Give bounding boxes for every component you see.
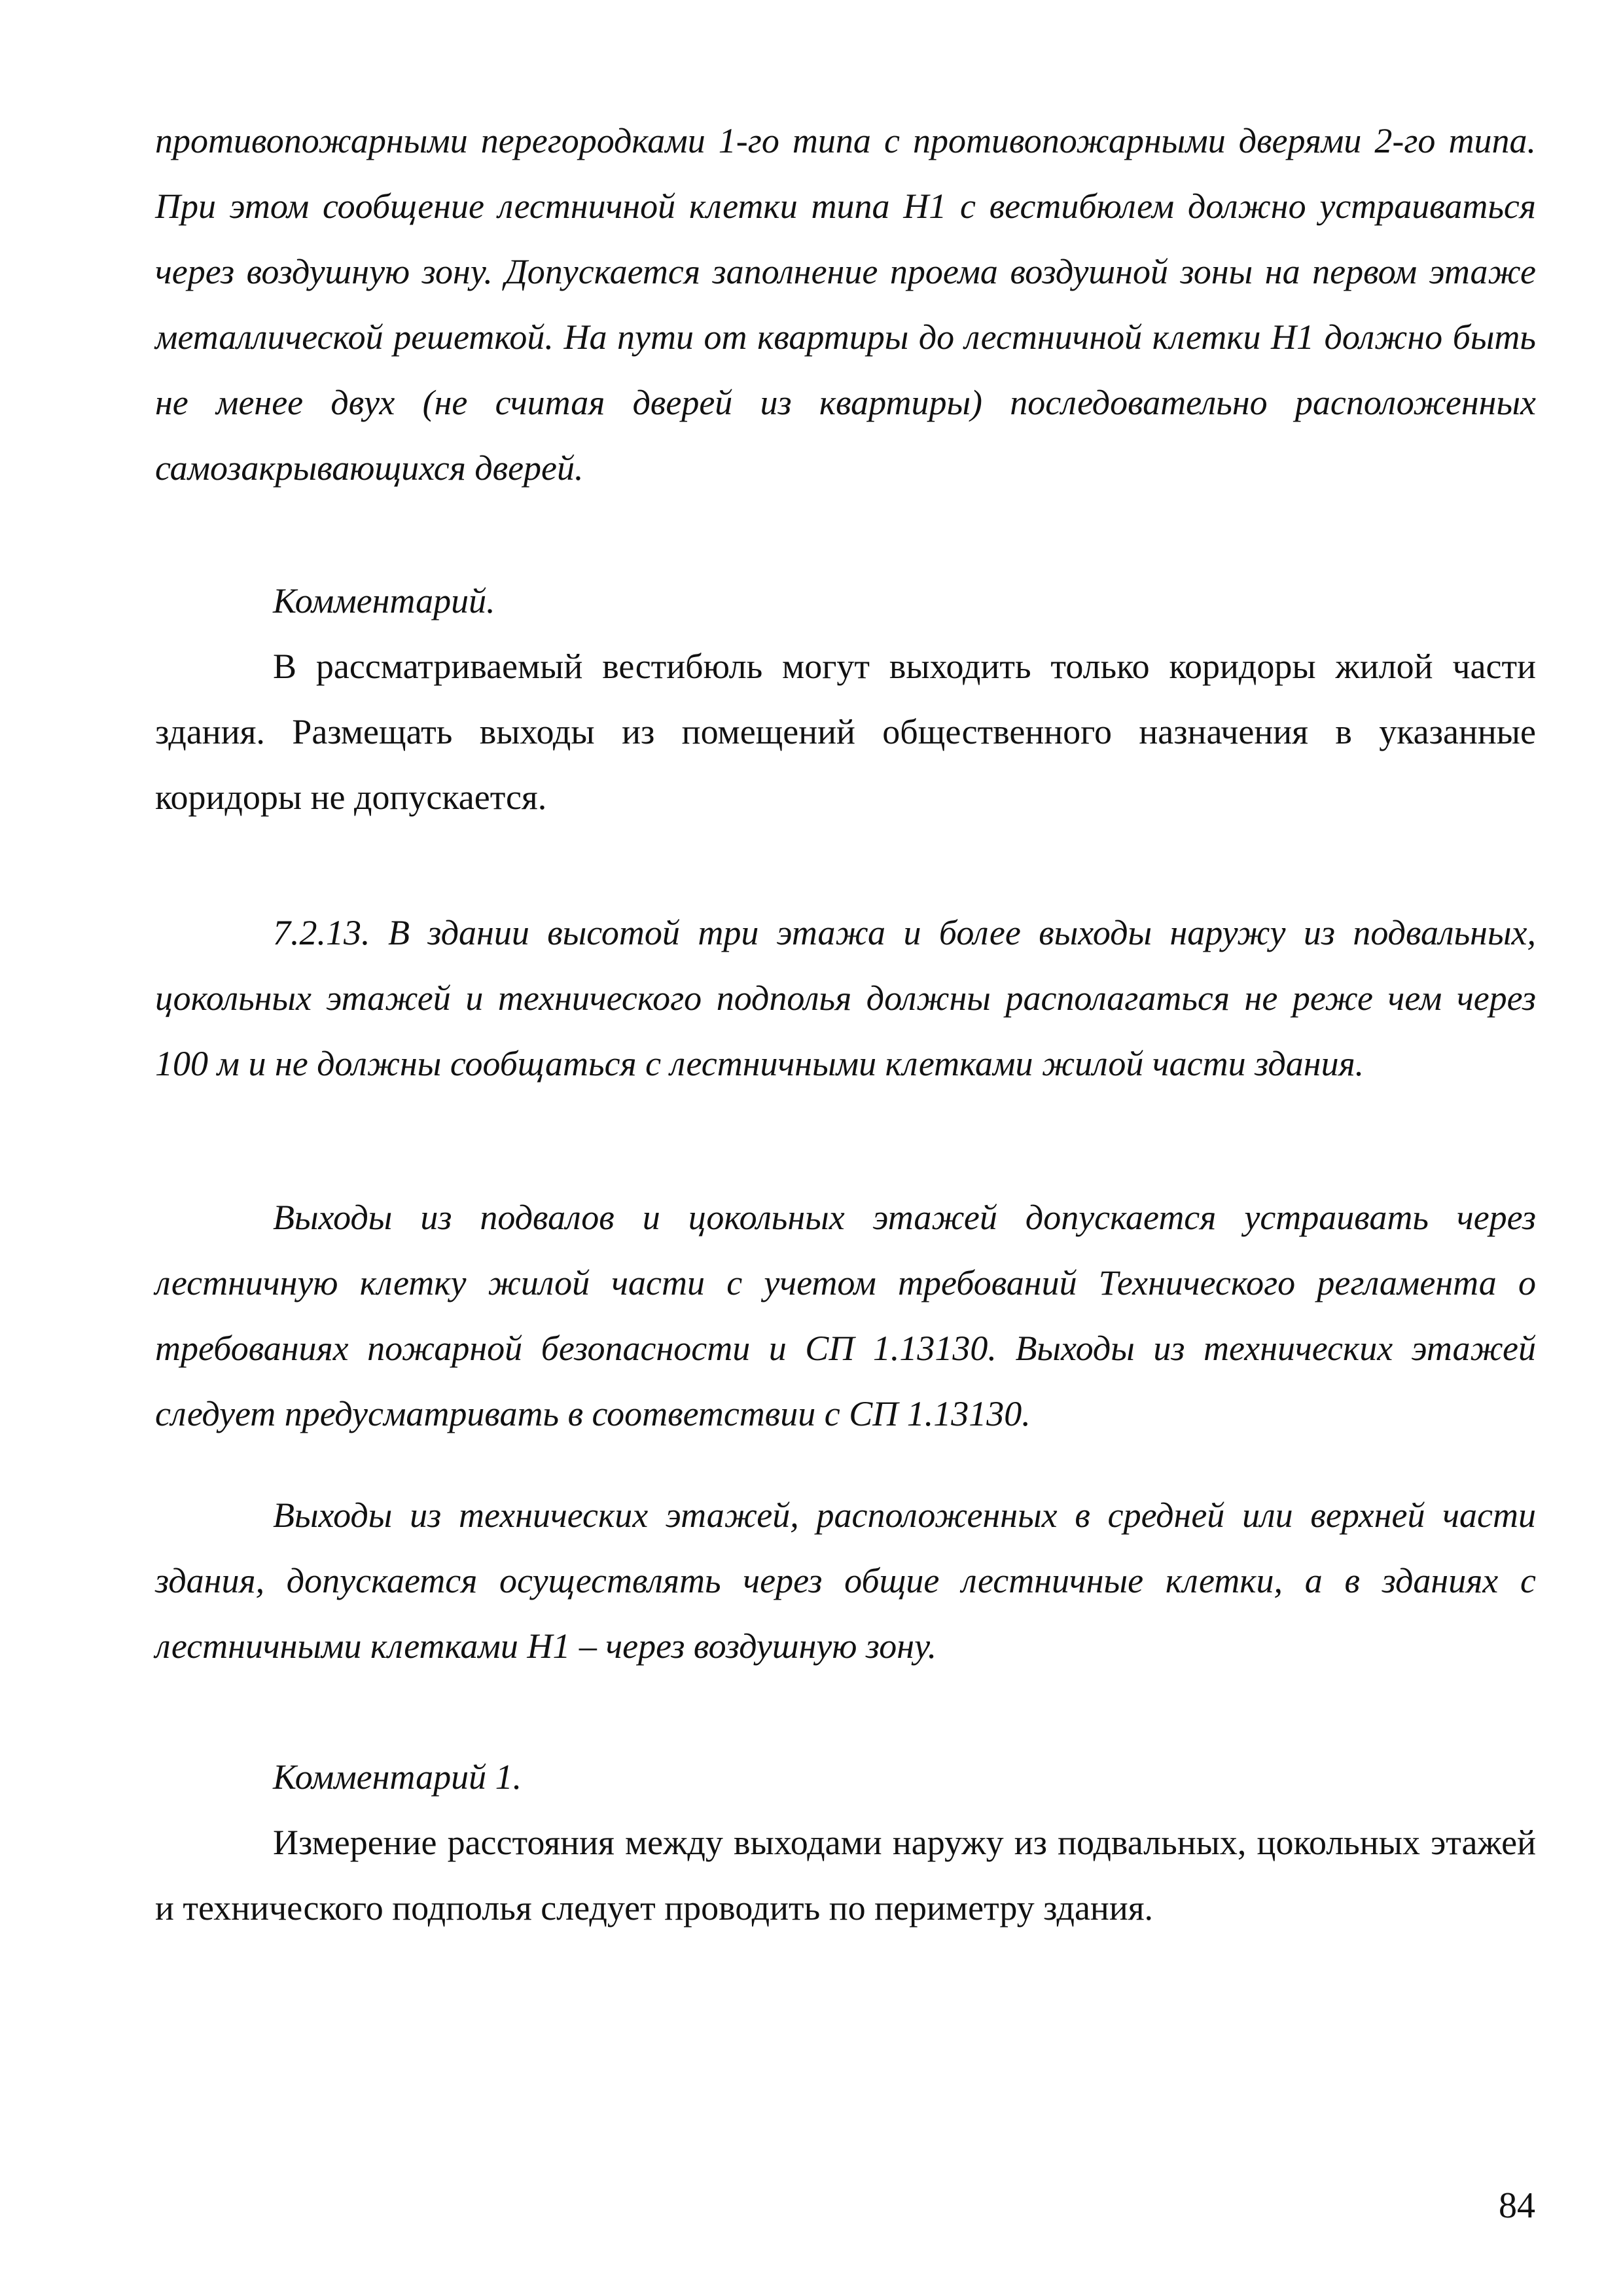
comment-heading-2: Комментарий 1. bbox=[273, 1757, 522, 1797]
clause-7-2-13: 7.2.13. В здании высотой три этажа и более выходы наружу из подвальных, цокольных этажей и технического подполья должны располагаться не реже чем через 100 м и не должны сообщаться с лестничными клетками жилой части здания. bbox=[155, 913, 1536, 1083]
paragraph-fire-partitions: противопожарными перегородками 1-го типа с противопожарными дверями 2-го типа. При этом сообщение лестничной клетки типа Н1 с вестибюлем должно устраиваться через воздушную зону. Допускается заполнение проема воздушной зоны на первом этаже металлической решеткой. На пути от квартиры до лестничной клетки Н1 должно быть не менее двух (не считая дверей из квартиры) последовательно расположенных самозакрывающихся дверей. bbox=[155, 121, 1536, 488]
page-number: 84 bbox=[1499, 2185, 1535, 2226]
paragraph-exits-technical: Выходы из технических этажей, расположенных в средней или верхней части здания, допускается осуществлять через общие лестничные клетки, а в зданиях с лестничными клетками Н1 – через воздушную зону. bbox=[155, 1496, 1536, 1666]
comment-text-1: В рассматриваемый вестибюль могут выходить только коридоры жилой части здания. Размещать выходы из помещений общественного назначения в указанные коридоры не допускается. bbox=[155, 647, 1536, 817]
comment-text-2: Измерение расстояния между выходами наружу из подвальных, цокольных этажей и технического подполья следует проводить по периметру здания. bbox=[155, 1823, 1536, 1928]
paragraph-exits-basement: Выходы из подвалов и цокольных этажей допускается устраивать через лестничную клетку жилой части с учетом требований Технического регламента о требованиях пожарной безопасности и СП 1.13130. Выходы из технических этажей следует предусматривать в соответствии с СП 1.13130. bbox=[155, 1198, 1536, 1433]
comment-heading-1: Комментарий. bbox=[273, 581, 495, 620]
